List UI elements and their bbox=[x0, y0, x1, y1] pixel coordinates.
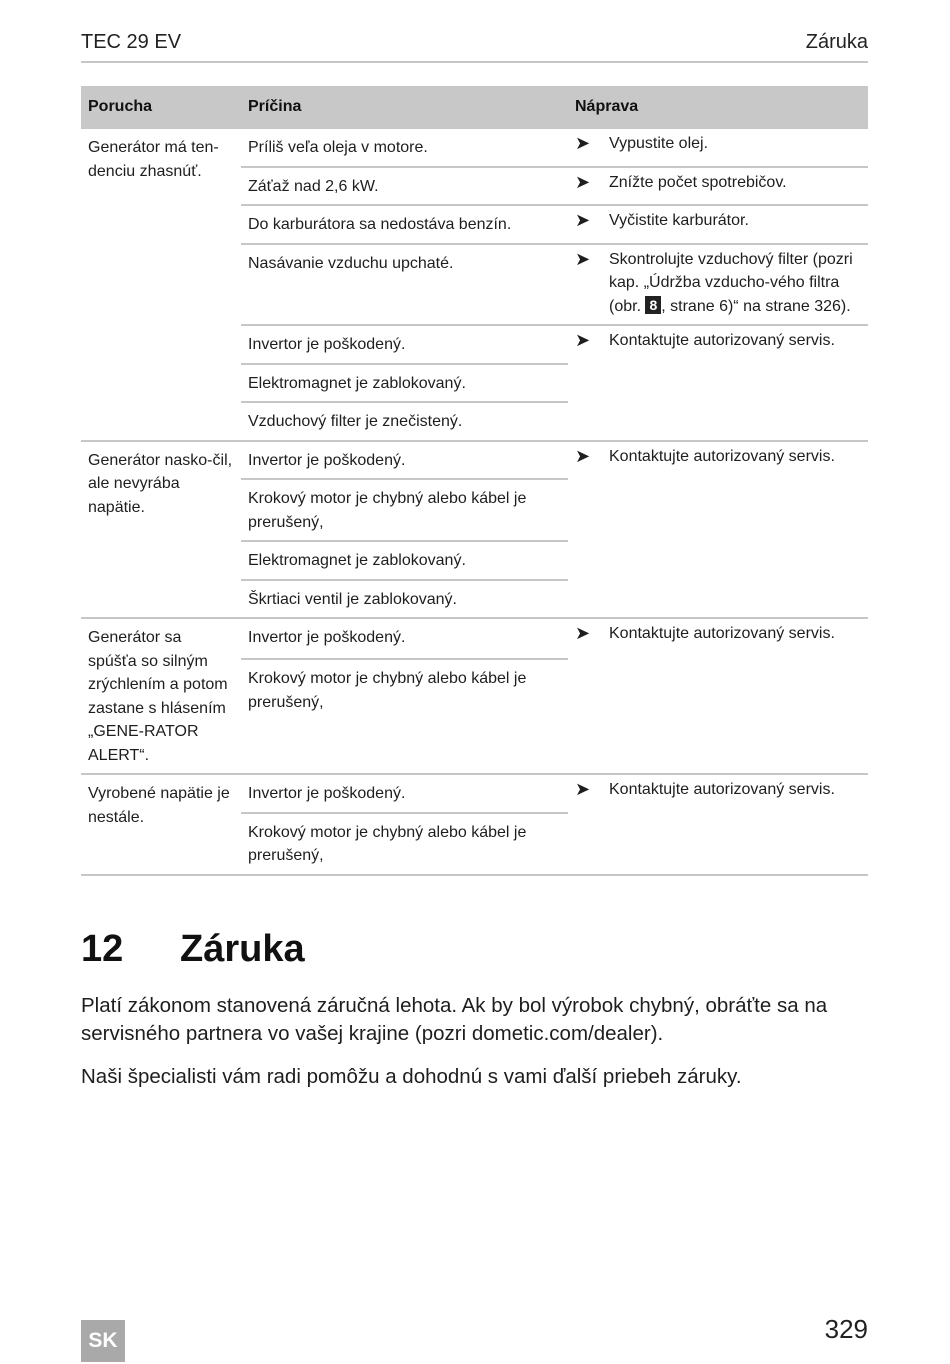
column-header-fault: Porucha bbox=[81, 86, 241, 128]
remedy-text: Kontaktujte autorizovaný servis. bbox=[609, 447, 835, 465]
remedy-text: Znížte počet spotrebičov. bbox=[609, 173, 787, 191]
cause-cell: Vzduchový filter je znečistený. bbox=[241, 402, 568, 441]
table-row bbox=[81, 128, 868, 167]
language-badge: SK bbox=[81, 1320, 125, 1362]
figure-reference-badge: 8 bbox=[645, 296, 661, 314]
remedy-text: Kontaktujte autorizovaný servis. bbox=[609, 781, 835, 798]
cause-cell: Invertor je poškodený. bbox=[241, 618, 568, 659]
cause-cell: Záťaž nad 2,6 kW. bbox=[241, 167, 568, 206]
cause-cell: Elektromagnet je zablokovaný. bbox=[241, 364, 568, 403]
running-header-product: TEC 29 EV bbox=[81, 31, 182, 53]
remedy-cell bbox=[568, 441, 868, 619]
remedy-text-part: , strane 6)“ na strane 326). bbox=[661, 297, 851, 315]
remedy-text: Kontaktujte autorizovaný servis. bbox=[609, 625, 835, 642]
remedy-cell bbox=[568, 205, 868, 244]
arrow-right-icon: ➤ bbox=[575, 248, 591, 269]
remedy-text-part: Skontrolujte vzduchový filter (pozri kap. „Údržba vzducho-vého filtra (obr. bbox=[609, 250, 853, 315]
header-divider bbox=[81, 61, 868, 63]
cause-cell: Invertor je poškodený. bbox=[241, 441, 568, 480]
chapter-title: Záruka bbox=[180, 928, 305, 970]
cause-cell: Nasávanie vzduchu upchaté. bbox=[241, 244, 568, 326]
remedy-cell bbox=[568, 244, 868, 326]
arrow-right-icon: ➤ bbox=[575, 210, 591, 230]
arrow-right-icon: ➤ bbox=[575, 133, 591, 153]
arrow-right-icon: ➤ bbox=[575, 445, 591, 466]
arrow-right-icon: ➤ bbox=[575, 779, 591, 799]
remedy-cell bbox=[568, 128, 868, 167]
cause-cell: Krokový motor je chybný alebo kábel je prerušený, bbox=[241, 479, 568, 541]
chapter-number: 12 bbox=[81, 928, 124, 970]
remedy-cell bbox=[568, 325, 868, 441]
cause-cell: Krokový motor je chybný alebo kábel je prerušený, bbox=[241, 659, 568, 774]
cause-cell: Invertor je poškodený. bbox=[241, 774, 568, 813]
arrow-right-icon: ➤ bbox=[575, 330, 591, 350]
remedy-cell bbox=[568, 774, 868, 875]
cause-cell: Invertor je poškodený. bbox=[241, 325, 568, 364]
remedy-cell bbox=[568, 167, 868, 206]
table-header-row bbox=[81, 86, 868, 128]
cause-cell: Škrtiaci ventil je zablokovaný. bbox=[241, 580, 568, 619]
page-number: 329 bbox=[824, 1314, 868, 1344]
remedy-cell bbox=[568, 618, 868, 774]
table-row bbox=[81, 774, 868, 813]
table-row bbox=[81, 441, 868, 480]
arrow-right-icon: ➤ bbox=[575, 171, 591, 192]
remedy-text: Vypustite olej. bbox=[609, 135, 709, 152]
body-paragraph: Naši špecialisti vám radi pomôžu a dohodnú s vami ďalší priebeh záruky. bbox=[81, 1065, 742, 1088]
cause-cell: Elektromagnet je zablokovaný. bbox=[241, 541, 568, 580]
cause-cell: Krokový motor je chybný alebo kábel je prerušený, bbox=[241, 813, 568, 875]
fault-cell: Generátor sa spúšťa so silným zrýchlením a potom zastane s hlásením „GENE-RATOR ALERT“. bbox=[81, 618, 241, 774]
column-header-cause: Príčina bbox=[241, 86, 568, 128]
fault-cell: Generátor má ten-denciu zhasnúť. bbox=[81, 128, 241, 441]
fault-cell: Generátor nasko-čil, ale nevyrába napätie. bbox=[81, 441, 241, 619]
table-row bbox=[81, 618, 868, 659]
running-header-section: Záruka bbox=[805, 31, 868, 53]
cause-cell: Príliš veľa oleja v motore. bbox=[241, 128, 568, 167]
remedy-text bbox=[609, 248, 861, 319]
remedy-text: Kontaktujte autorizovaný servis. bbox=[609, 332, 835, 349]
remedy-text: Vyčistite karburátor. bbox=[609, 212, 749, 229]
cause-cell: Do karburátora sa nedostáva benzín. bbox=[241, 205, 568, 244]
fault-cell: Vyrobené napätie je nestále. bbox=[81, 774, 241, 875]
troubleshooting-table bbox=[81, 86, 868, 876]
arrow-right-icon: ➤ bbox=[575, 623, 591, 643]
column-header-remedy: Náprava bbox=[568, 86, 868, 128]
body-paragraph: Platí zákonom stanovená záručná lehota. Ak by bol výrobok chybný, obráťte sa na servisného partnera vo vašej krajine (pozri dometic.com/dealer). bbox=[81, 994, 828, 1045]
